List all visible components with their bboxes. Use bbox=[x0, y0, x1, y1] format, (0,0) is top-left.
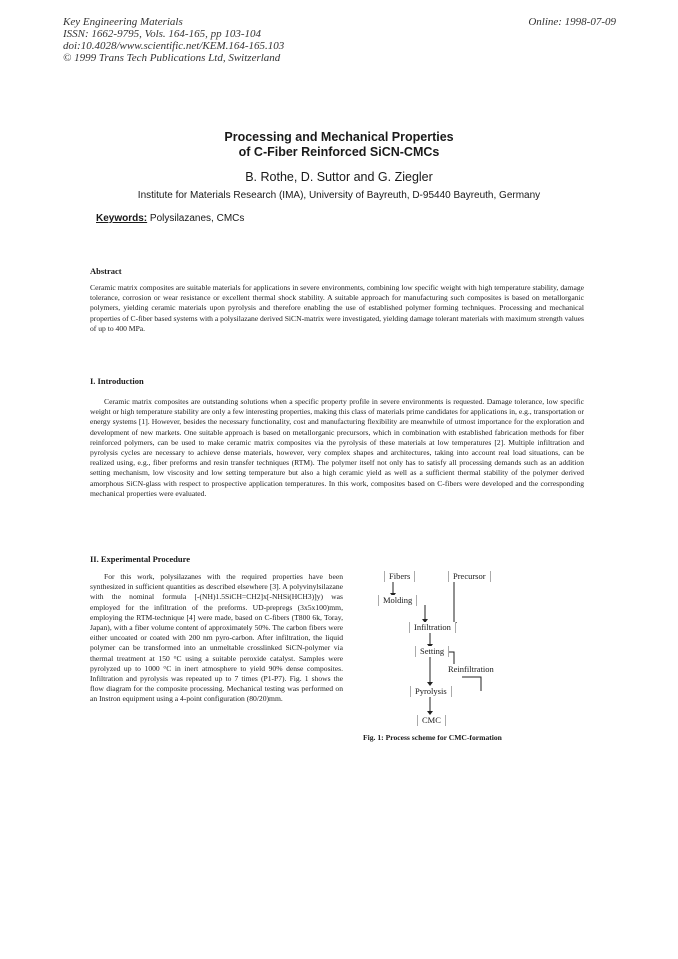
experimental-text: For this work, polysilazanes with the required properties have been synthesized in sufficient quantities as described elsewhere [3]. A polyvinylsilazane with the nominal formula [-(NH)1.5SiCH=CH2]x[-NHSi(HCH3)]y) was employed for the infiltration of the preforms. UD-prepregs (3x5x100)mm, employing the RTM-technique [4] were made, based on C-fibers (T800 6k, Toray, Japan), with a fiber volume content of approximately 50%. The carbon fibers were either uncoated or coated with 200 nm pyro-carbon. After infiltration, the liquid polymer can be transformed into an unmeltable crosslinked SiCN-polymer via thermal treatment at 150 °C using a suitable peroxide catalyst. Samples were pyrolyzed up to 1000 °C in inert atmosphere to yield 90% dense composites. Infiltration and pyrolysis was repeated up to 7 times (P1-P7). Fig. 1 shows the flow diagram for the composite processing. Mechanical testing was performed on an Instron equipment using a 4-point configuration (80/20)mm. bbox=[90, 572, 343, 704]
pyrolysis-box: Pyrolysis bbox=[410, 686, 452, 697]
authors: B. Rothe, D. Suttor and G. Ziegler bbox=[245, 170, 433, 184]
online-date: Online: 1998-07-09 bbox=[528, 16, 616, 28]
keywords bbox=[96, 213, 244, 224]
infiltration-box: Infiltration bbox=[409, 622, 456, 633]
affiliation: Institute for Materials Research (IMA), University of Bayreuth, D-95440 Bayreuth, Germany bbox=[137, 190, 541, 201]
experimental-heading: II. Experimental Procedure bbox=[90, 554, 191, 564]
setting-box: Setting bbox=[415, 646, 449, 657]
precursor-box: Precursor bbox=[448, 571, 491, 582]
journal-name: Key Engineering Materials bbox=[63, 16, 183, 28]
introduction-text: Ceramic matrix composites are outstanding solutions when a specific property profile in severe environments is requested. Damage tolerance, low specific weight or high temperature stability are only a few interesting properties, making this class of materials prime candidates for applications in, e.g., transportation or energy systems [1]. However, besides the necessary functionality, cost and manufacturing flexibility are meanwhile of utmost importance for the exploration and development of new markets. One suitable approach is based on metallorganic precursors, which in combination with established fabrication methods for fiber reinforced polymers, can be used to make ceramic matrix composites via the pyrolysis of these materials at low temperatures [2]. Multiple infiltration and pyrolysis cycles are necessary to achieve dense materials, however, very complex shapes and architectures, taking into account real load situations, can be realized using, e.g., fiber preforms and resin transfer techniques (RTM). The polymer itself not only has to satisfy all processing demands such as an addition setting mechanism, low viscosity and low setting temperature but also a high ceramic yield as well as a sufficient thermal stability of the polymer derived amorphous SiCN-glass with respect to prospective application temperatures. In this work, composites based on C-fibers were developed and the corresponding mechanical properties were evaluated. bbox=[90, 397, 584, 498]
keywords-label: Keywords: bbox=[96, 213, 148, 224]
molding-box: Molding bbox=[378, 595, 417, 606]
figure-caption: Fig. 1: Process scheme for CMC-formation bbox=[363, 733, 502, 742]
title-line-1: Processing and Mechanical Properties bbox=[224, 130, 454, 144]
keywords-value: Polysilazanes, CMCs bbox=[149, 213, 245, 224]
flow-arrows bbox=[372, 566, 534, 734]
paper-title bbox=[0, 130, 678, 160]
copyright-line: © 1999 Trans Tech Publications Ltd, Switzerland bbox=[63, 52, 281, 64]
abstract-heading: Abstract bbox=[90, 266, 122, 276]
cmc-box: CMC bbox=[417, 715, 446, 726]
title-line-2: of C-Fiber Reinforced SiCN-CMCs bbox=[238, 145, 440, 159]
reinfiltration-label: Reinfiltration bbox=[448, 664, 494, 674]
process-flow-diagram bbox=[372, 566, 534, 734]
publication-info bbox=[63, 16, 284, 64]
doi-line: doi:10.4028/www.scientific.net/KEM.164-165.103 bbox=[63, 40, 285, 52]
abstract-text: Ceramic matrix composites are suitable materials for applications in severe environments, combining low specific weight with high temperature stability, damage tolerance, corrosion or wear resistance or excellent thermal shock stability. A suitable approach for manufacturing such composites is based on metallorganic polymers, yielding ceramic materials upon pyrolysis and therefore enabling the use of established polymer forming techniques. Processing and mechanical properties of C-fiber based systems with a polysilazane derived SiCN-matrix were investigated, yielding damage tolerant materials with maximum strength values of up to 400 MPa. bbox=[90, 283, 584, 333]
issn-line: ISSN: 1662-9795, Vols. 164-165, pp 103-104 bbox=[63, 28, 261, 40]
fibers-box: Fibers bbox=[384, 571, 415, 582]
introduction-heading: I. Introduction bbox=[90, 376, 144, 386]
